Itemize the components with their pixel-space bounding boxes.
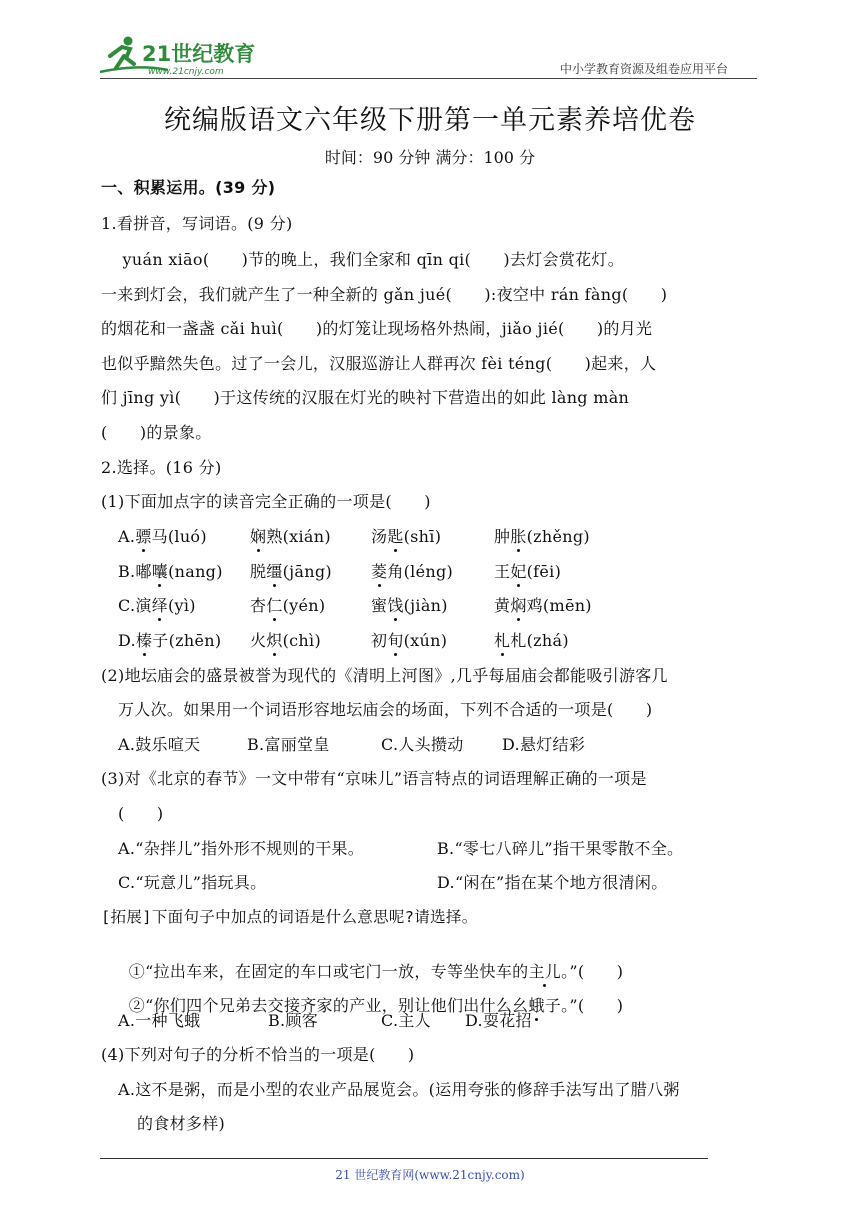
q1-line: 们 jīng yì( )于这传统的汉服在灯光的映衬下营造出的如此 làng màn [101,388,630,407]
footer-divider [100,1158,708,1159]
dotted-character: 饯 [387,596,404,615]
dotted-character: 骠 [135,527,152,546]
site-logo [98,34,258,78]
extension-option-d: D.耍花招 [465,1011,532,1030]
exam-meta: 时间：90 分钟 满分：100 分 [324,148,536,167]
q2-part2-option-d: D.悬灯结彩 [502,735,586,754]
q2-part3-stem: (3)对《北京的春节》一文中带有“京味儿”语言特点的词语理解正确的一项是 [101,769,647,788]
q2-part4-option-a-cont: 的食材多样) [137,1114,226,1133]
extension-sentence-2: ②“你们四个兄弟去交接齐家的产业，别让他们出什么幺蛾子。”( ) [128,996,624,1015]
extension-heading: [拓展]下面句子中加点的词语是什么意思呢?请选择。 [101,908,478,926]
q2-part3-option-b: B.“零七八碎儿”指干果零散不全。 [437,839,684,858]
q2-part2-option-c: C.人头攒动 [381,735,464,754]
pinyin-option-item: D.榛子(zhēn) [118,631,222,650]
q2-part2-stem: 万人次。如果用一个词语形容地坛庙会的场面，下列不合适的一项是( ) [118,700,653,719]
q2-part2-option-a: A.鼓乐喧天 [118,735,201,754]
option-letter: C. [118,596,136,615]
q2-part2-option-b: B.富丽堂皇 [247,735,330,754]
dotted-character: 炽 [266,631,283,650]
dotted-character: 胀 [510,527,527,546]
pinyin-option-item: 蜜饯(jiàn) [371,596,448,615]
dotted-character: 绎 [151,596,168,615]
section-heading: 一、积累运用。(39 分) [101,178,276,197]
q2-part4-option-a: A.这不是粥，而是小型的农业产品展览会。(运用夸张的修辞手法写出了腊八粥 [118,1080,680,1099]
pinyin-option-item: C.演绎(yì) [118,596,196,615]
page-title: 统编版语文六年级下册第一单元素养培优卷 [164,105,696,136]
pinyin-option-item: 汤匙(shī) [371,527,442,546]
q2-part3-option-d: D.“闲在”指在某个地方很清闲。 [437,873,668,892]
extension-option-a: A.一种飞蛾 [118,1011,201,1030]
dotted-character: 札 [494,631,511,650]
q1-line: 一来到灯会，我们就产生了一种全新的 gǎn jué( ):夜空中 rán fàng( ) [101,285,668,304]
dotted-character: 榛 [135,631,153,650]
dotted-character: 缰 [266,562,283,581]
q2-heading: 2.选择。(16 分) [101,458,222,477]
pinyin-option-item: 黄焖鸡(mēn) [494,596,592,615]
extension-option-c: C.主人 [381,1011,431,1030]
pinyin-option-item: 杏仁(yén) [250,596,326,615]
header-divider [100,78,757,79]
dotted-character: 菱 [371,562,388,581]
pinyin-option-item: 菱角(léng) [371,562,454,581]
pinyin-option-item: 札札(zhá) [494,631,569,650]
pinyin-option-item: 脱缰(jāng) [250,562,332,581]
dotted-character: 囔 [151,562,169,581]
pinyin-option-item: B.嘟囔(nang) [118,562,223,581]
footer-text: 21 世纪教育网(www.21cnjy.com) [335,1168,525,1182]
q1-line: yuán xiāo( )节的晚上，我们全家和 qīn qi( )去灯会赏花灯。 [101,250,625,269]
pinyin-option-item: 肿胀(zhěng) [494,527,590,546]
pinyin-option-item: 初旬(xún) [371,631,448,650]
dotted-character: 匙 [387,527,404,546]
q2-part3-option-c: C.“玩意儿”指玩具。 [118,873,267,892]
q1-heading: 1.看拼音，写词语。(9 分) [101,214,293,233]
dotted-character: 娴 [250,527,267,546]
extension-option-b: B.顾客 [268,1011,319,1030]
dotted-word: 主儿 [528,962,562,981]
option-letter: A. [118,527,136,546]
q1-line: 的烟花和一盏盏 cǎi huì( )的灯笼让现场格外热闹，jiǎo jié( )的月光 [101,319,653,338]
dotted-character: 焖 [510,596,527,615]
q2-part3-option-a: A.“杂拌儿”指外形不规则的干果。 [118,839,365,858]
dotted-character: 旬 [387,631,404,650]
extension-sentence-1: ①“拉出车来，在固定的车口或宅门一放，专等坐快车的主儿。”( ) [128,962,624,981]
q2-part1-stem: (1)下面加点字的读音完全正确的一项是( ) [101,492,431,511]
q2-part4-stem: (4)下列对句子的分析不恰当的一项是( ) [101,1045,415,1064]
option-letter: D. [118,631,136,650]
pinyin-option-item: 娴熟(xián) [250,527,331,546]
pinyin-option-item: 火炽(chì) [250,631,321,650]
pinyin-option-item: A.骠马(luó) [118,527,207,546]
option-letter: B. [118,562,136,581]
q2-part2-stem: (2)地坛庙会的盛景被誉为现代的《清明上河图》,几乎每届庙会都能吸引游客几 [101,666,668,685]
q1-line: 也似乎黯然失色。过了一会儿，汉服巡游让人群再次 fèi téng( )起来，人 [101,354,657,373]
pinyin-option-item: 王妃(fēi) [494,562,562,581]
logo-url: www.21cnjy.com [148,67,224,77]
logo-text: 21世纪教育 [142,42,256,66]
dotted-word: 幺蛾子 [512,996,562,1015]
header-platform-text: 中小学教育资源及组卷应用平台 [560,62,729,76]
q1-line: ( )的景象。 [101,423,212,442]
dotted-character: 妃 [510,562,527,581]
dotted-character: 仁 [266,596,283,615]
q2-part3-stem: ( ) [118,804,164,823]
